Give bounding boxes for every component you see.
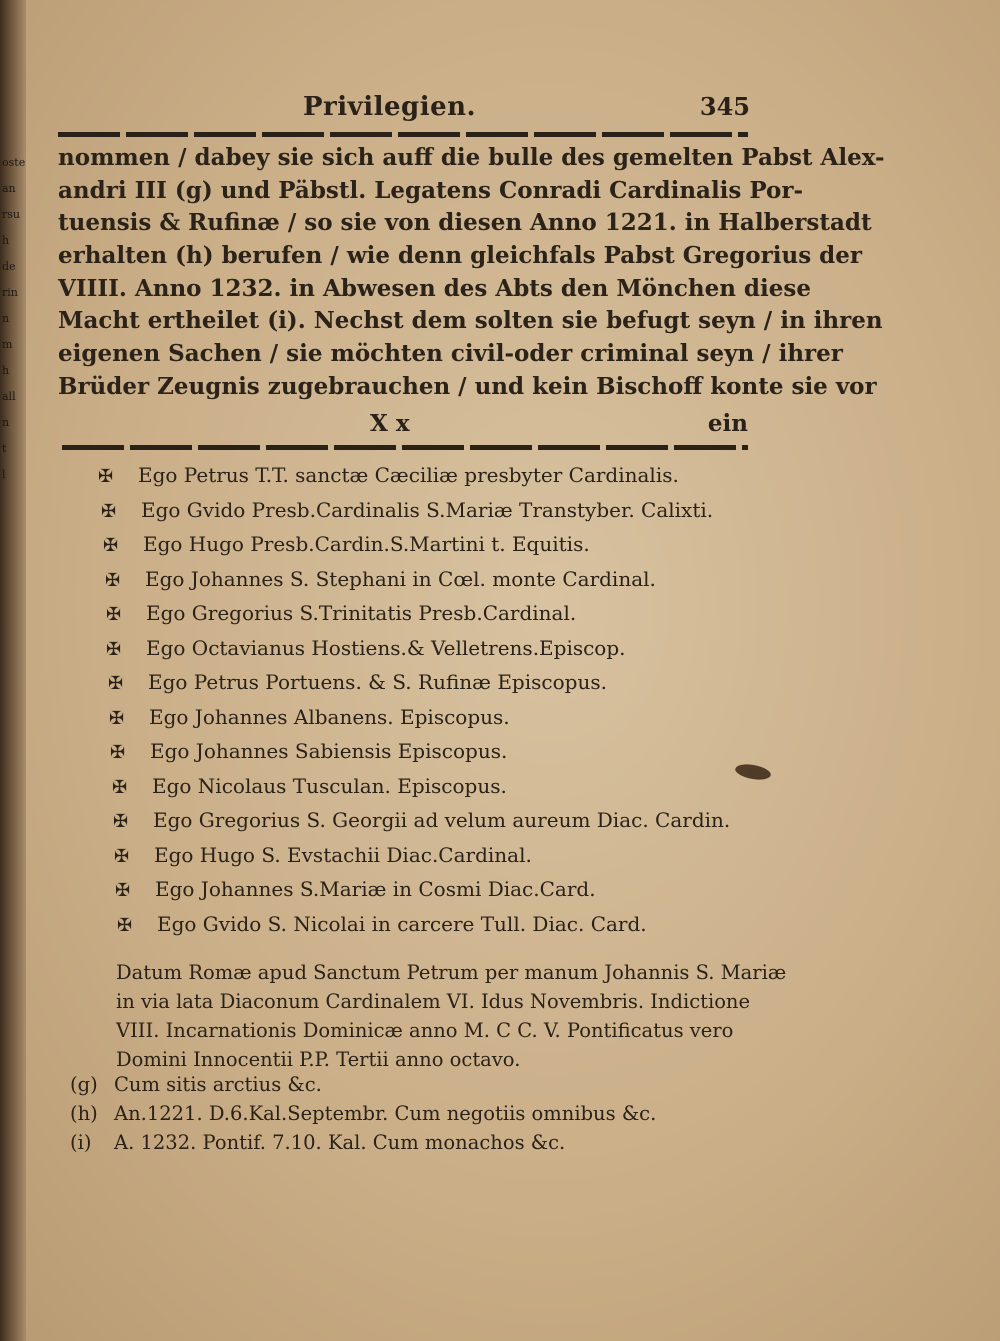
signature-text: Ego Johannes Albanens. Episcopus. [149, 704, 510, 729]
edge-fragment: t [2, 442, 7, 455]
footnote-text: A. 1232. Pontif. 7.10. Kal. Cum monachos &c. [114, 1131, 566, 1154]
running-header [60, 92, 750, 128]
cross-icon: ✠ [113, 811, 129, 832]
signature-line [112, 771, 738, 806]
footnote-mark: (i) [70, 1131, 92, 1154]
signature-line [103, 529, 738, 564]
section-rule [62, 445, 748, 450]
signature-line [117, 909, 738, 944]
footnote-text: Cum sitis arctius &c. [114, 1073, 322, 1096]
body-line: VIIII. Anno 1232. in Abwesen des Abts den Mönchen diese [58, 274, 811, 302]
body-line: erhalten (h) berufen / wie denn gleichfals Pabst Gregorius der [58, 242, 862, 270]
datum-clause [116, 958, 787, 1074]
body-line: nommen / dabey sie sich auff die bulle des gemelten Pabst Alex- [58, 144, 885, 171]
edge-fragment: rin [2, 286, 18, 299]
body-paragraph [58, 142, 885, 404]
signature-text: Ego Nicolaus Tusculan. Episcopus. [152, 773, 507, 798]
signature-line [106, 598, 738, 633]
cross-icon: ✠ [108, 673, 124, 694]
cross-icon: ✠ [106, 604, 122, 625]
header-rule [58, 132, 748, 137]
signature-mark: X x [370, 410, 410, 437]
body-line: andri III (g) und Päbstl. Legatens Conradi Cardinalis Por- [58, 176, 804, 204]
cross-icon: ✠ [115, 880, 131, 901]
adjacent-page-fragments [2, 150, 26, 488]
edge-fragment: l [2, 468, 6, 481]
footnote [70, 1128, 690, 1157]
signature-line [109, 702, 738, 737]
signature-text: Ego Hugo S. Evstachii Diac.Cardinal. [154, 842, 532, 867]
cross-icon: ✠ [117, 914, 133, 936]
signature-text: Ego Petrus T.T. sanctæ Cæciliæ presbyter Cardinalis. [138, 463, 679, 487]
edge-fragment: all [2, 390, 16, 403]
running-title: Privilegien. [303, 92, 477, 122]
page-gutter [0, 0, 26, 1341]
cross-icon: ✠ [98, 466, 114, 487]
edge-fragment: h [2, 234, 10, 247]
signature-text: Ego Gregorius S.Trinitatis Presb.Cardinal. [146, 601, 577, 625]
edge-fragment: h [2, 364, 10, 377]
edge-fragment: oste [2, 156, 26, 169]
cross-icon: ✠ [106, 638, 122, 660]
datum-line: VIII. Incarnationis Dominicæ anno M. C C. V. Pontificatus vero [116, 1019, 734, 1042]
page-number: 345 [699, 92, 750, 121]
datum-line: in via lata Diaconum Cardinalem VI. Idus Novembris. Indictione [116, 990, 751, 1013]
signature-text: Ego Octavianus Hostiens.& Velletrens.Episcop. [146, 635, 626, 660]
edge-fragment: rsu [2, 208, 20, 221]
cross-icon: ✠ [103, 535, 119, 556]
ink-stain [734, 762, 772, 782]
signature-text: Ego Hugo Presb.Cardin.S.Martini t. Equitis. [143, 532, 590, 556]
cross-icon: ✠ [101, 500, 117, 522]
signature-line [101, 495, 738, 530]
edge-fragment: de [2, 260, 16, 273]
signature-line [110, 736, 738, 771]
signature-line [113, 805, 738, 840]
catchline [370, 410, 748, 440]
cross-icon: ✠ [109, 707, 125, 729]
footnote-text: An.1221. D.6.Kal.Septembr. Cum negotiis omnibus &c. [114, 1102, 657, 1125]
signature-line [106, 633, 738, 668]
catchword: ein [707, 410, 748, 437]
footnote [70, 1099, 690, 1128]
cross-icon: ✠ [105, 569, 121, 591]
body-line: Macht ertheilet (i). Nechst dem solten sie befugt seyn / in ihren [58, 307, 883, 335]
edge-fragment: m [2, 338, 13, 351]
signature-line [114, 840, 738, 875]
body-line: tuensis & Rufinæ / so sie von diesen Anno 1221. in Halberstadt [58, 209, 872, 237]
datum-line: Domini Innocentii P.P. Tertii anno octavo. [116, 1048, 521, 1071]
cross-icon: ✠ [112, 776, 128, 798]
signature-line [105, 564, 738, 599]
signature-line [98, 460, 738, 495]
edge-fragment: n [2, 312, 10, 325]
signature-text: Ego Gvido Presb.Cardinalis S.Mariæ Transtyber. Calixti. [141, 497, 714, 522]
cardinal-signatures [98, 460, 738, 943]
datum-line: Datum Romæ apud Sanctum Petrum per manum Johannis S. Mariæ [116, 961, 787, 984]
footnote [70, 1070, 690, 1099]
footnote-mark: (g) [70, 1073, 98, 1096]
signature-text: Ego Gvido S. Nicolai in carcere Tull. Diac. Card. [157, 911, 647, 936]
signature-line [115, 874, 738, 909]
signature-text: Ego Johannes S.Mariæ in Cosmi Diac.Card. [155, 877, 596, 901]
cross-icon: ✠ [114, 845, 130, 867]
signature-text: Ego Petrus Portuens. & S. Rufinæ Episcopus. [148, 670, 607, 694]
body-line: eigenen Sachen / sie möchten civil-oder criminal seyn / ihrer [58, 340, 843, 368]
edge-fragment: n [2, 416, 10, 429]
signature-text: Ego Johannes S. Stephani in Cœl. monte Cardinal. [145, 566, 656, 591]
footnotes [70, 1070, 690, 1157]
edge-fragment: an [2, 182, 16, 195]
footnote-mark: (h) [70, 1102, 98, 1125]
signature-line [108, 667, 738, 702]
cross-icon: ✠ [110, 742, 126, 763]
signature-text: Ego Johannes Sabiensis Episcopus. [150, 739, 508, 763]
body-line: Brüder Zeugnis zugebrauchen / und kein Bischoff konte sie vor [58, 372, 877, 400]
signature-text: Ego Gregorius S. Georgii ad velum aureum Diac. Cardin. [153, 808, 731, 832]
